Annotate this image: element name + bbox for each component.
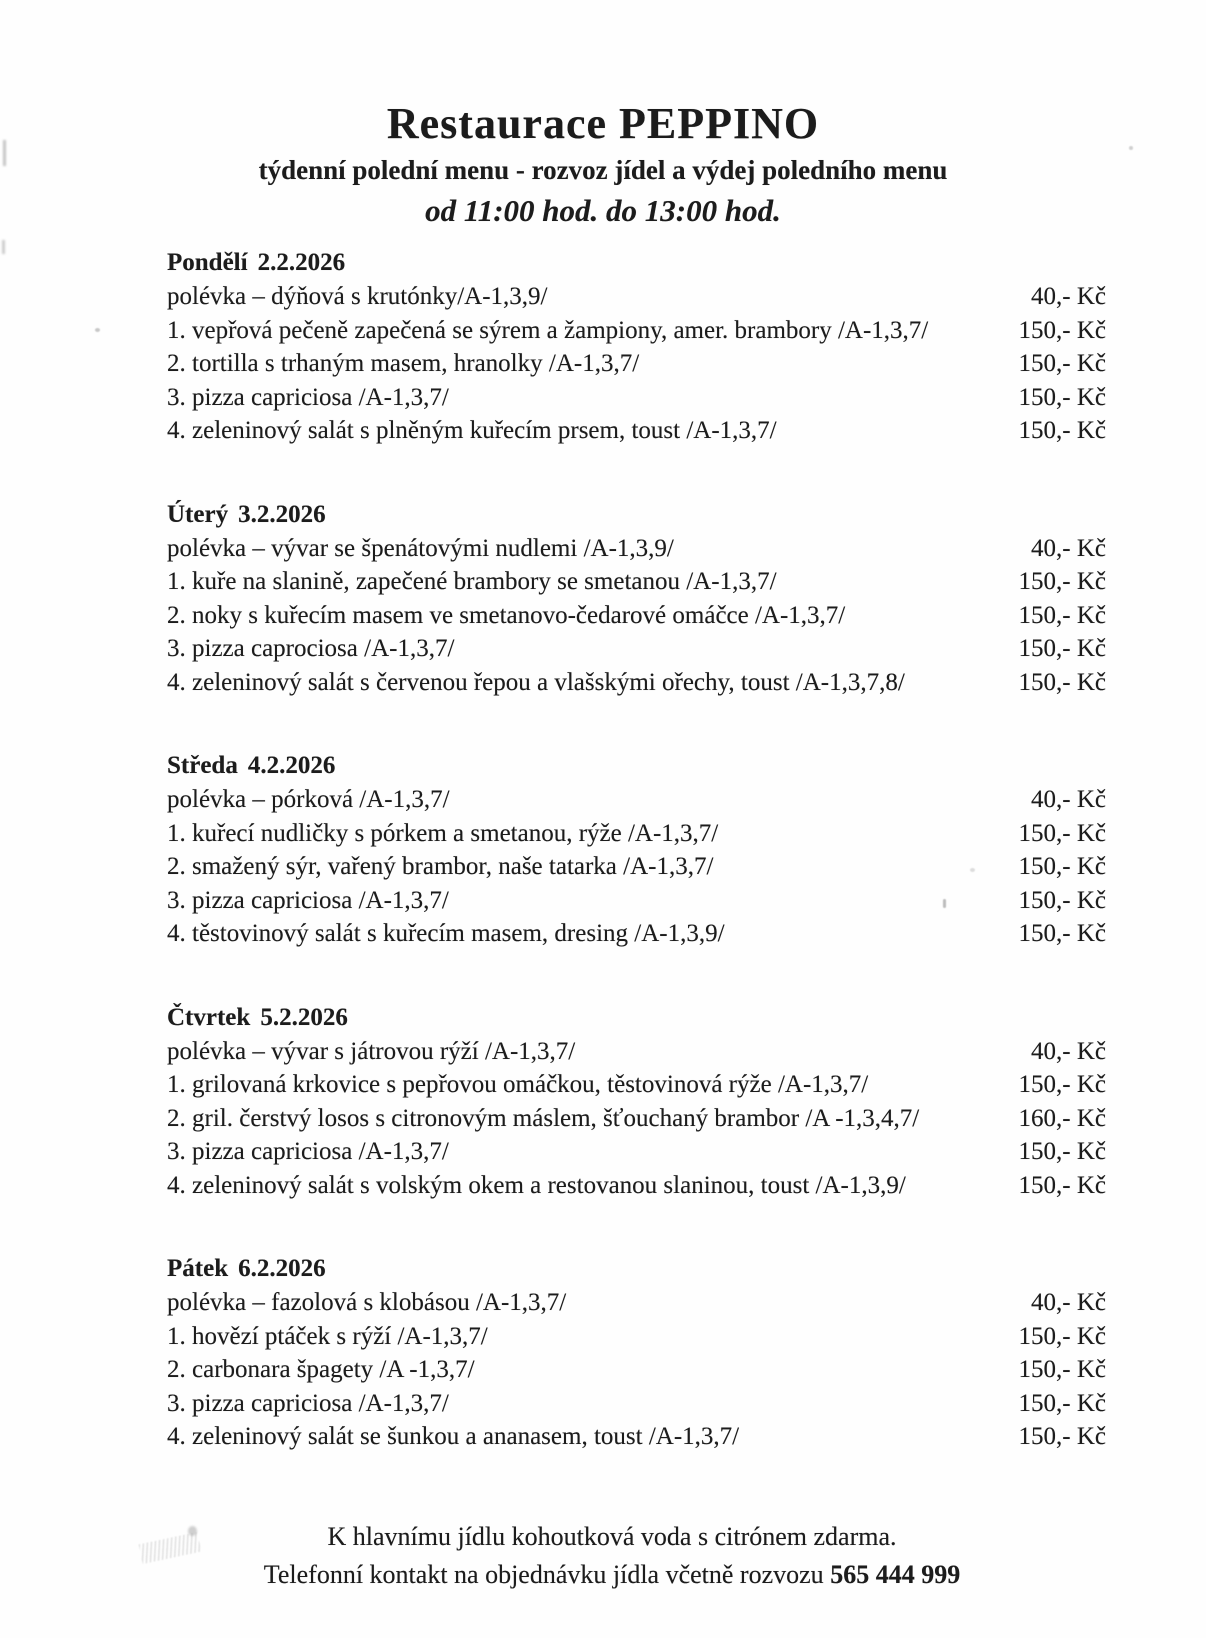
menu-item-row <box>167 1135 1106 1169</box>
menu-item-row <box>167 850 1106 884</box>
phone-note-text: Telefonní kontakt na objednávku jídla včetně rozvozu <box>263 1559 831 1589</box>
day-name: Pondělí <box>167 249 248 276</box>
item-price: 150,- Kč <box>1018 1071 1106 1098</box>
menu-item-row <box>167 314 1106 348</box>
item-price: 150,- Kč <box>1018 1138 1106 1165</box>
water-note: K hlavnímu jídlu kohoutková voda s citrónem zdarma. <box>327 1521 897 1551</box>
menu-item-row <box>167 1169 1106 1203</box>
item-price: 150,- Kč <box>1018 1171 1106 1199</box>
item-text: 1. kuřecí nudličky s pórkem a smetanou, rýže /A-1,3,7/ <box>167 819 719 847</box>
menu-item-row <box>167 1102 1106 1136</box>
day-heading <box>167 1252 1106 1286</box>
item-text: 1. grilovaná krkovice s pepřovou omáčkou, těstovinová rýže /A-1,3,7/ <box>167 1071 869 1098</box>
menu-item-row <box>167 280 1106 314</box>
item-text: 4. těstovinový salát s kuřecím masem, dresing /A-1,3,9/ <box>167 920 725 947</box>
day-items <box>167 1035 1106 1203</box>
menu-item-row <box>167 1420 1106 1454</box>
day-name: Středa <box>167 752 238 779</box>
item-text: 4. zeleninový salát se šunkou a ananasem, toust /A-1,3,7/ <box>167 1423 740 1450</box>
day-items <box>167 783 1106 951</box>
day-date: 5.2.2026 <box>260 1003 348 1031</box>
item-text: 4. zeleninový salát s volským okem a restovanou slaninou, toust /A-1,3,9/ <box>167 1171 906 1199</box>
item-price: 150,- Kč <box>1018 668 1106 696</box>
phone-number: 565 444 999 <box>830 1559 961 1589</box>
item-price: 40,- Kč <box>1031 786 1106 813</box>
menu-item-row <box>167 1068 1106 1102</box>
day-heading <box>167 1001 1106 1035</box>
item-price: 150,- Kč <box>1018 383 1106 411</box>
menu-item-row <box>167 1387 1106 1421</box>
menu-item-row <box>167 817 1106 851</box>
day-section <box>167 498 1106 700</box>
menu-header <box>0 0 1206 232</box>
item-text: 1. vepřová pečeně zapečená se sýrem a žampiony, amer. brambory /A-1,3,7/ <box>167 316 929 344</box>
day-items <box>167 1286 1106 1454</box>
item-text: polévka – vývar se špenátovými nudlemi /A-1,3,9/ <box>167 534 674 562</box>
menu-item-row <box>167 884 1106 918</box>
day-name: Úterý <box>167 500 229 528</box>
item-text: 3. pizza capriciosa /A-1,3,7/ <box>167 383 449 411</box>
day-heading <box>167 246 1106 280</box>
item-price: 160,- Kč <box>1018 1104 1106 1132</box>
item-text: 3. pizza capriciosa /A-1,3,7/ <box>167 886 449 914</box>
menu-item-row <box>167 532 1106 566</box>
item-price: 150,- Kč <box>1018 350 1106 377</box>
menu-item-row <box>167 347 1106 381</box>
item-text: 2. smažený sýr, vařený brambor, naše tatarka /A-1,3,7/ <box>167 853 714 880</box>
item-text: polévka – vývar s játrovou rýží /A-1,3,7/ <box>167 1037 576 1065</box>
menu-item-row <box>167 599 1106 633</box>
item-price: 150,- Kč <box>1018 568 1106 595</box>
day-date: 6.2.2026 <box>238 1255 326 1282</box>
item-price: 150,- Kč <box>1018 601 1106 629</box>
item-price: 40,- Kč <box>1031 1289 1106 1316</box>
day-items <box>167 532 1106 700</box>
menu-item-row <box>167 666 1106 700</box>
day-name: Pátek <box>167 1255 229 1282</box>
item-text: 1. kuře na slanině, zapečené brambory se smetanou /A-1,3,7/ <box>167 568 777 595</box>
item-price: 150,- Kč <box>1018 819 1106 847</box>
menu-days <box>0 246 1206 1454</box>
menu-item-row <box>167 1320 1106 1354</box>
item-text: polévka – dýňová s krutónky/A-1,3,9/ <box>167 283 548 310</box>
item-price: 40,- Kč <box>1031 283 1106 310</box>
menu-item-row <box>167 1035 1106 1069</box>
day-date: 2.2.2026 <box>257 249 346 276</box>
page-title: Restaurace PEPPINO <box>386 99 820 148</box>
day-date: 3.2.2026 <box>238 500 326 528</box>
item-text: 4. zeleninový salát s plněným kuřecím prsem, toust /A-1,3,7/ <box>167 417 777 444</box>
item-price: 150,- Kč <box>1018 635 1106 662</box>
item-text: 2. noky s kuřecím masem ve smetanovo-čedarové omáčce /A-1,3,7/ <box>167 601 846 629</box>
item-price: 40,- Kč <box>1031 534 1106 562</box>
day-items <box>167 280 1106 448</box>
item-price: 150,- Kč <box>1018 1322 1106 1350</box>
item-text: 3. pizza capriciosa /A-1,3,7/ <box>167 1138 449 1165</box>
item-price: 150,- Kč <box>1018 853 1106 880</box>
item-price: 150,- Kč <box>1018 316 1106 344</box>
item-text: polévka – pórková /A-1,3,7/ <box>167 786 450 813</box>
phone-note <box>18 1556 1206 1594</box>
item-text: 3. pizza capriciosa /A-1,3,7/ <box>167 1389 449 1417</box>
menu-item-row <box>167 381 1106 415</box>
day-heading <box>167 749 1106 783</box>
item-text: polévka – fazolová s klobásou /A-1,3,7/ <box>167 1289 567 1316</box>
menu-item-row <box>167 632 1106 666</box>
item-text: 4. zeleninový salát s červenou řepou a vlašskými ořechy, toust /A-1,3,7,8/ <box>167 668 905 696</box>
day-section <box>167 749 1106 951</box>
item-price: 150,- Kč <box>1018 1423 1106 1450</box>
menu-item-row <box>167 1286 1106 1320</box>
item-price: 150,- Kč <box>1018 417 1106 444</box>
menu-footer <box>0 1518 1206 1594</box>
item-price: 150,- Kč <box>1018 1356 1106 1383</box>
day-heading <box>167 498 1106 532</box>
day-date: 4.2.2026 <box>247 752 336 779</box>
day-section <box>167 1252 1106 1454</box>
item-text: 2. gril. čerstvý losos s citronovým máslem, šťouchaný brambor /A -1,3,4,7/ <box>167 1104 920 1132</box>
serving-hours: od 11:00 hod. do 13:00 hod. <box>425 193 781 228</box>
item-text: 3. pizza caprociosa /A-1,3,7/ <box>167 635 455 662</box>
item-price: 150,- Kč <box>1018 1389 1106 1417</box>
menu-item-row <box>167 1353 1106 1387</box>
item-text: 2. tortilla s trhaným masem, hranolky /A-1,3,7/ <box>167 350 640 377</box>
menu-item-row <box>167 783 1106 817</box>
day-section <box>167 246 1106 448</box>
menu-item-row <box>167 414 1106 448</box>
menu-item-row <box>167 917 1106 951</box>
menu-item-row <box>167 565 1106 599</box>
day-name: Čtvrtek <box>167 1003 251 1031</box>
item-price: 150,- Kč <box>1018 920 1106 947</box>
day-section <box>167 1001 1106 1203</box>
menu-subtitle: týdenní polední menu - rozvoz jídel a výdej poledního menu <box>258 155 948 185</box>
item-text: 1. hovězí ptáček s rýží /A-1,3,7/ <box>167 1322 488 1350</box>
item-text: 2. carbonara špagety /A -1,3,7/ <box>167 1356 475 1383</box>
item-price: 40,- Kč <box>1031 1037 1106 1065</box>
item-price: 150,- Kč <box>1018 886 1106 914</box>
